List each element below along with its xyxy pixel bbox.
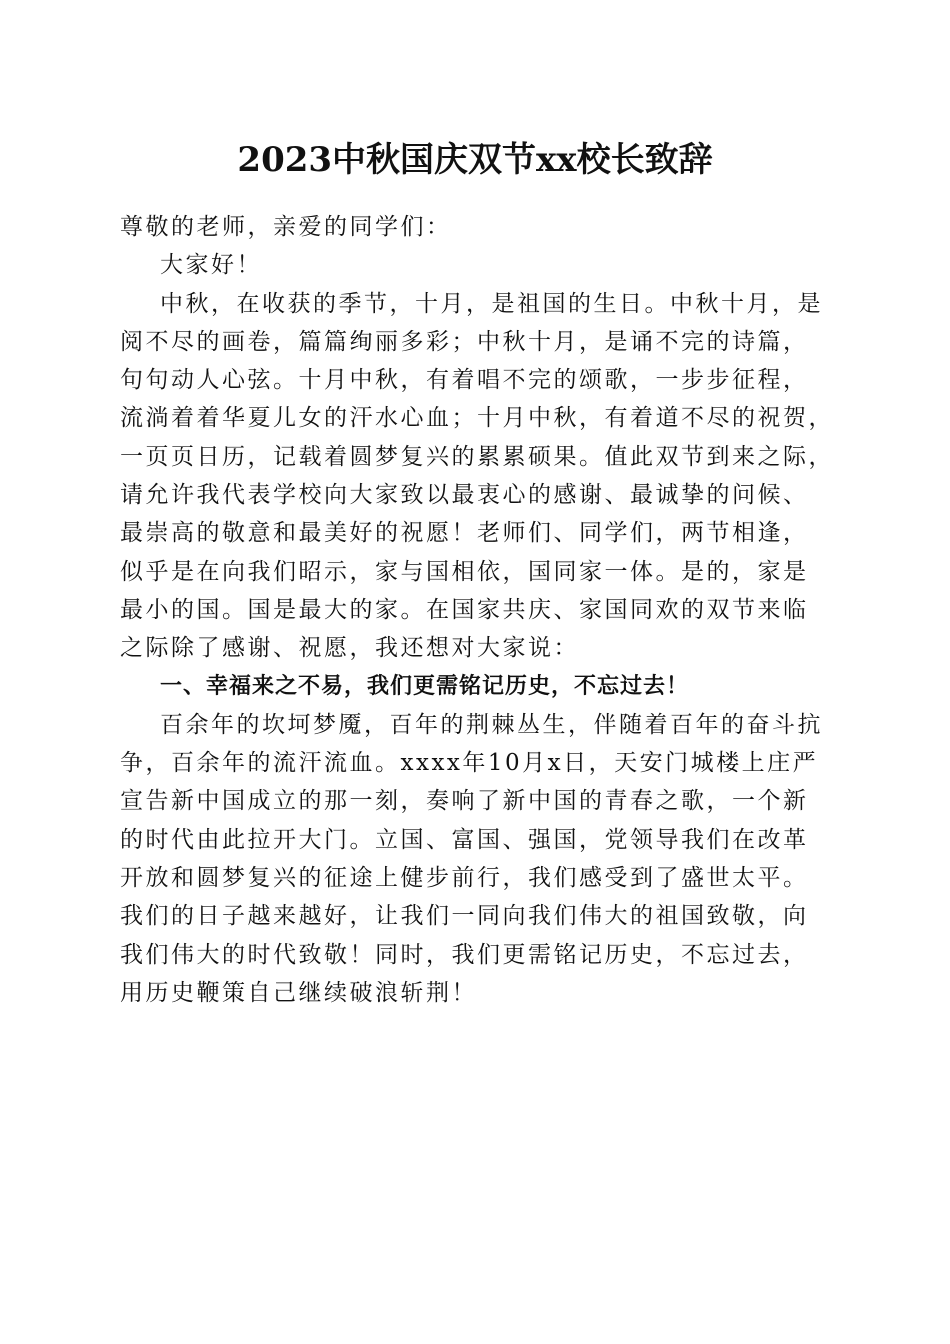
paragraph1-line: 流淌着着华夏儿女的汗水心血；十月中秋，有着道不尽的祝贺， <box>120 405 834 432</box>
paragraph1-line: 句句动人心弦。十月中秋，有着唱不完的颂歌，一步步征程， <box>120 367 809 394</box>
paragraph2-line: 争，百余年的流汗流血。xxxx年10月x日，天安门城楼上庄严 <box>120 750 819 777</box>
paragraph2-line: 我们伟大的时代致敬！同时，我们更需铭记历史，不忘过去， <box>120 941 809 968</box>
paragraph2-line: 用历史鞭策自己继续破浪斩荆！ <box>120 979 477 1006</box>
document-body <box>120 208 840 1012</box>
paragraph1-line: 最小的国。国是最大的家。在国家共庆、家国同欢的双节来临 <box>120 596 809 623</box>
paragraph2-line: 百余年的坎坷梦魇，百年的荆棘丛生，伴随着百年的奋斗抗 <box>160 711 823 738</box>
paragraph1-line: 最崇高的敬意和最美好的祝愿！老师们、同学们，两节相逢， <box>120 520 809 547</box>
section-heading: 一、幸福来之不易，我们更需铭记历史，不忘过去！ <box>160 673 690 699</box>
paragraph1-line: 中秋，在收获的季节，十月，是祖国的生日。中秋十月，是 <box>160 290 823 317</box>
paragraph1-line: 阅不尽的画卷，篇篇绚丽多彩；中秋十月，是诵不完的诗篇， <box>120 328 809 355</box>
paragraph2-line: 宣告新中国成立的那一刻，奏响了新中国的青春之歌，一个新 <box>120 788 809 815</box>
greeting-line: 尊敬的老师，亲爱的同学们： <box>120 214 452 240</box>
paragraph1-line: 请允许我代表学校向大家致以最衷心的感谢、最诚挚的问候、 <box>120 482 809 509</box>
paragraph2-line: 开放和圆梦复兴的征途上健步前行，我们感受到了盛世太平。 <box>120 865 809 892</box>
paragraph2-line: 的时代由此拉开大门。立国、富国、强国，党领导我们在改革 <box>120 826 809 853</box>
paragraph1-line: 一页页日历，记载着圆梦复兴的累累硕果。值此双节到来之际， <box>120 443 834 470</box>
document-title: 2023中秋国庆双节xx校长致辞 <box>237 140 713 180</box>
paragraph2-line: 我们的日子越来越好，让我们一同向我们伟大的祖国致敬，向 <box>120 903 809 930</box>
paragraph1-line: 似乎是在向我们昭示，家与国相依，国同家一体。是的，家是 <box>120 558 809 585</box>
paragraph1-line: 之际除了感谢、祝愿，我还想对大家说： <box>120 635 579 662</box>
hello-line: 大家好！ <box>160 252 262 279</box>
